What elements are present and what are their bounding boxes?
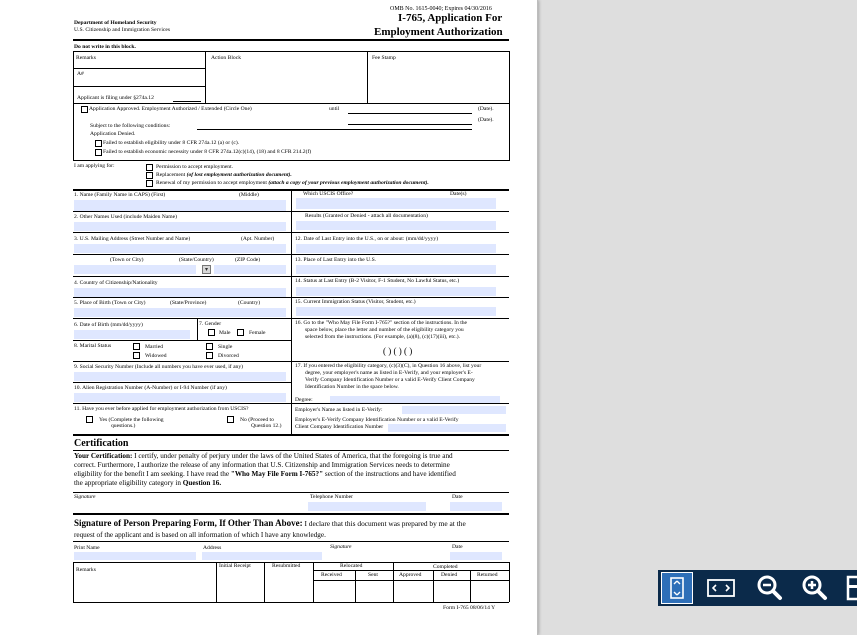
preparer-address-field[interactable] — [202, 552, 322, 560]
ssn-field[interactable] — [74, 372, 286, 381]
employer-name-label: Employer's Name as listed in E-Verify: — [295, 407, 383, 413]
failed-economic-checkbox[interactable] — [95, 149, 102, 156]
replacement-checkbox[interactable] — [146, 172, 153, 179]
anumber-field[interactable] — [74, 393, 286, 402]
q12-entry-date-label: 12. Date of Last Entry into the U.S., on or about: (mm/dd/yyyy) — [295, 236, 439, 242]
failed-eligibility-checkbox[interactable] — [95, 140, 102, 147]
name-field[interactable] — [74, 200, 286, 211]
yes-label-line1: Yes (Complete the following — [99, 417, 164, 423]
preparer-line2: request of the applicant and is based on all information of which I have any knowledge. — [74, 531, 326, 539]
place-entry-field[interactable] — [296, 265, 496, 274]
sent-label: Sent — [368, 572, 378, 578]
failed-eligibility-label: Failed to establish eligibility under 8 CFR 274a.12 (a) or (c). — [103, 140, 240, 146]
q16-line3: selected from the instructions. (For example, (a)(8), (c)(17)(iii), etc.). — [305, 334, 461, 340]
preparer-signature-label: Signature — [330, 544, 352, 550]
dob-field[interactable] — [74, 330, 190, 339]
married-label: Married — [145, 344, 164, 350]
applying-for-label: I am applying for: — [74, 163, 115, 169]
certification-heading: Certification — [74, 438, 129, 449]
no-checkbox[interactable] — [227, 416, 234, 423]
status-field[interactable] — [296, 287, 496, 296]
certification-line1: Your Certification: I certify, under penalty of perjury under the laws of the United States of America, that the foregoing is true and — [74, 452, 453, 460]
q1-middle-label: (Middle) — [239, 192, 259, 198]
single-label: Single — [218, 344, 233, 350]
q17-line1: 17. If you entered the eligibility category, (c)(3)(C), in Question 16 above, list your — [295, 363, 482, 369]
address-field[interactable] — [74, 244, 286, 253]
conditions-label: Subject to the following conditions: — [90, 123, 171, 129]
everify-line2: Client Company Identification Number — [295, 424, 384, 430]
header-rule — [73, 39, 509, 41]
q17-line2: degree, your employer's name as listed in E-Verify, and your employer's E- — [305, 370, 473, 376]
q3-address-label: 3. U.S. Mailing Address (Street Number and Name) — [74, 236, 191, 242]
filing-under-label: Applicant is filing under §274a.12 — [77, 95, 154, 101]
birthplace-field[interactable] — [74, 308, 286, 317]
town-field[interactable] — [74, 265, 196, 274]
widowed-checkbox[interactable] — [133, 352, 140, 359]
apt-number-label: (Apt. Number) — [241, 236, 275, 242]
uscis-office-field[interactable] — [296, 198, 496, 209]
fit-width-button[interactable] — [705, 572, 737, 604]
q8-marital-label: 8. Marital Status — [74, 343, 112, 349]
viewer-toolbar — [658, 570, 857, 606]
preparer-date-field[interactable] — [450, 552, 502, 560]
q11-applied-before-label: 11. Have you ever before applied for employment authorization from USCIS? — [74, 406, 249, 412]
failed-economic-label: Failed to establish economic necessity under 8 CFR 274a.12(c)(14), (18) and 8 CFR 214.2(f) — [103, 149, 312, 155]
q9-ssn-label: 9. Social Security Number (Include all numbers you have ever used, if any) — [74, 364, 244, 370]
married-checkbox[interactable] — [133, 343, 140, 350]
preparer-date-label: Date — [452, 544, 463, 550]
male-checkbox[interactable] — [208, 329, 215, 336]
form-footer: Form I-765 08/06/14 Y — [443, 605, 496, 611]
signature-label: Signature — [74, 494, 96, 500]
preparer-line1: Signature of Person Preparing Form, If Other Than Above: I declare that this document was prepared by me at the — [74, 518, 466, 528]
uscis-office-label: Which USCIS Office? — [303, 191, 354, 197]
q17-line3: Verify Company Identification Number or a valid E-Verify Client Company — [305, 377, 475, 383]
certification-line4: the appropriate eligibility category in Question 16. — [74, 479, 222, 487]
everify-line1: Employer's E-Verify Company Identification Number or a valid E-Verify — [295, 417, 459, 423]
single-checkbox[interactable] — [206, 343, 213, 350]
fit-page-button[interactable] — [661, 572, 693, 604]
state-dropdown[interactable]: ▾ — [202, 265, 211, 274]
employer-name-field[interactable] — [402, 406, 506, 414]
print-name-label: Print Name — [74, 545, 100, 551]
yes-label-line2: questions.) — [111, 423, 136, 429]
certification-line2: correct. Furthermore, I authorize the release of any information that U.S. Citizenship and Immigration Services needs to determine — [74, 461, 450, 469]
form-title: I-765, Application For — [398, 12, 503, 24]
results-label: Results (Granted or Denied - attach all documentation) — [305, 213, 428, 219]
divorced-checkbox[interactable] — [206, 352, 213, 359]
form-subtitle: Employment Authorization — [374, 26, 503, 38]
action-block-label: Action Block — [211, 55, 241, 61]
male-label: Male — [219, 330, 231, 336]
no-label-line2: Question 12.) — [251, 423, 282, 429]
permission-label: Permission to accept employment. — [156, 164, 234, 170]
certification-line3: eligibility for the benefit I am seeking. I have read the "Who May File Form I-765?" section of the instructions and have identified — [74, 470, 456, 478]
town-label: (Town or City) — [110, 257, 144, 263]
dates-label: Date(s) — [450, 191, 467, 197]
q16-line1: 16. Go to the "Who May File Form I-765?" section of the instructions. In the — [295, 320, 468, 326]
approved-col-label: Approved — [399, 572, 422, 578]
q6-dob-label: 6. Date of Birth (mm/dd/yyyy) — [74, 322, 143, 328]
approved-checkbox[interactable] — [81, 106, 88, 113]
entry-date-field[interactable] — [296, 244, 496, 253]
q10-anumber-label: 10. Alien Registration Number (A-Number) or I-94 Number (if any) — [74, 385, 227, 391]
table-remarks-label: Remarks — [76, 567, 96, 573]
no-label-line1: No (Proceed to — [240, 417, 274, 423]
q16-line2: space below, place the letter and number of the eligibility category you — [305, 327, 464, 333]
do-not-write-label: Do not write in this block. — [74, 44, 136, 50]
province-label: (State/Province) — [170, 300, 207, 306]
page-button[interactable] — [843, 572, 857, 604]
relocated-label: Relocated — [340, 563, 363, 569]
cert-date-label: Date — [452, 494, 463, 500]
telephone-label: Telephone Number — [310, 494, 353, 500]
results-field[interactable] — [296, 221, 496, 230]
zoom-in-icon — [798, 572, 830, 604]
fee-stamp-label: Fee Stamp — [372, 55, 396, 61]
current-status-field[interactable] — [296, 307, 496, 316]
denied-col-label: Denied — [441, 572, 458, 578]
q2-other-names-label: 2. Other Names Used (include Maiden Name) — [74, 214, 177, 220]
everify-number-field[interactable] — [388, 424, 506, 432]
fit-page-icon — [662, 573, 692, 603]
zip-label: (ZIP Code) — [235, 257, 261, 263]
permission-checkbox[interactable] — [146, 164, 153, 171]
resubmitted-label: Resubmitted — [272, 563, 301, 569]
state-label: (State/Country) — [179, 257, 214, 263]
eligibility-category-fields[interactable]: ( ) ( ) ( ) — [383, 346, 413, 356]
q5-birthplace-label: 5. Place of Birth (Town or City) — [74, 300, 146, 306]
female-label: Female — [249, 330, 266, 336]
degree-label: Degree: — [295, 397, 313, 403]
zoom-out-icon — [753, 572, 785, 604]
q14-status-label: 14. Status at Last Entry (B-2 Visitor, F-1 Student, No Lawful Status, etc.) — [295, 278, 460, 284]
q17-line4: Identification Number in the space below. — [305, 384, 399, 390]
replacement-label: Replacement (of lost employment authorization document). — [156, 172, 292, 178]
initial-receipt-label: Initial Receipt — [219, 563, 251, 569]
approved-label: Application Approved. Employment Authorized / Extended (Circle One) — [89, 106, 252, 112]
country-label: (Country) — [238, 300, 261, 306]
yes-checkbox[interactable] — [86, 416, 93, 423]
page-icon — [843, 572, 857, 604]
q4-citizenship-label: 4. Country of Citizenship/Nationality — [74, 280, 158, 286]
zip-field[interactable] — [214, 265, 286, 274]
print-name-field[interactable] — [74, 552, 196, 560]
citizenship-field[interactable] — [74, 288, 286, 297]
zoom-in-button[interactable] — [798, 572, 830, 604]
a-number-label: A# — [77, 71, 84, 77]
date-label-1: (Date). — [478, 106, 494, 112]
telephone-field[interactable] — [308, 502, 426, 511]
widowed-label: Widowed — [145, 353, 167, 359]
female-checkbox[interactable] — [237, 329, 244, 336]
q15-current-status-label: 15. Current Immigration Status (Visitor, Student, etc.) — [295, 299, 416, 305]
preparer-address-label: Address — [203, 545, 222, 551]
until-label: until — [329, 106, 340, 112]
remarks-label: Remarks — [76, 55, 96, 61]
zoom-out-button[interactable] — [753, 572, 785, 604]
denied-label: Application Denied. — [90, 131, 136, 137]
date-label-2: (Date). — [478, 117, 494, 123]
received-label: Received — [321, 572, 342, 578]
other-names-field[interactable] — [74, 222, 286, 231]
divorced-label: Divorced — [218, 353, 239, 359]
renewal-label: Renewal of my permission to accept employment (attach a copy of your previous employment authorization document). — [156, 180, 429, 186]
completed-label: Completed — [433, 564, 458, 570]
renewal-checkbox[interactable] — [146, 180, 153, 187]
q7-gender-label: 7. Gender — [199, 321, 222, 327]
returned-col-label: Returned — [477, 572, 498, 578]
agency-subname: U.S. Citizenship and Immigration Services — [74, 27, 171, 33]
q13-place-entry-label: 13. Place of Last Entry into the U.S. — [295, 257, 377, 263]
fit-width-icon — [705, 572, 737, 604]
omb-number: OMB No. 1615-0040; Expires 04/30/2016 — [390, 6, 492, 12]
agency-name: Department of Homeland Security — [74, 20, 157, 26]
q1-name-label: 1. Name (Family Name in CAPS) (First) — [74, 192, 166, 198]
cert-date-field[interactable] — [450, 502, 502, 511]
